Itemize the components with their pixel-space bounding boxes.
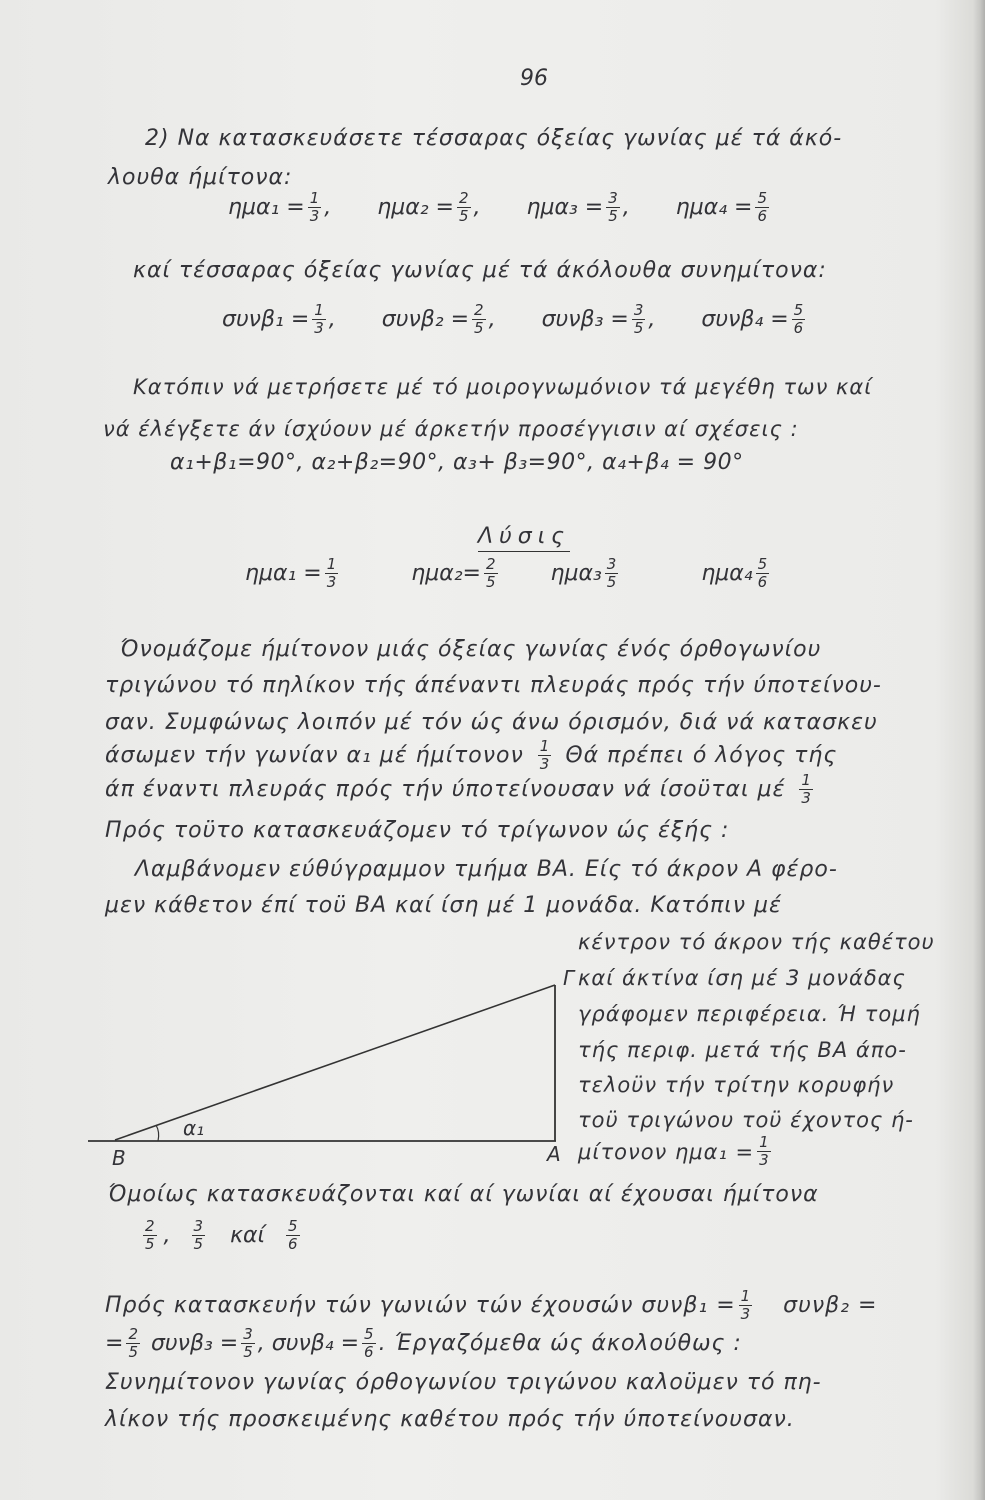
paragraph1-line-4: άσωμεν τήν γωνίαν α₁ μέ ήμίτονον $\frac{1}{3}$ Θά πρέπει ό λόγος τής — [105, 737, 838, 773]
problem-line-5: νά έλέγξετε άν ίσχύουν μέ άρκετήν προσέγγισιν αί σχέσεις : — [103, 417, 799, 441]
paragraph1-line-5: άπ έναντι πλευράς πρός τήν ύποτείνουσαν νά ίσοϋται μέ $\frac{1}{3}$ — [105, 771, 811, 807]
solution-heading: Λύσις — [478, 524, 570, 552]
solution-sine-term: ημα₁ = $\frac{1}{3}$ — [245, 555, 337, 591]
side-text-1: κέντρον τό άκρον τής καθέτου — [578, 930, 935, 954]
angle-label: α₁ — [183, 1116, 205, 1140]
paragraph4-line-4: λίκον τής προσκειμένης καθέτου πρός τήν ύποτείνουσαν. — [105, 1407, 795, 1432]
side-text-6: τοϋ τριγώνου τοϋ έχοντος ή- — [578, 1108, 914, 1132]
solution-sine-term: ημα₄ $\frac{5}{6}$ — [701, 555, 768, 591]
paragraph1-line-3: σαν. Συμφώνως λοιπόν μέ τόν ώς άνω όρισμόν, διά νά κατασκευ — [105, 710, 878, 735]
vertex-label-b: Β — [112, 1146, 126, 1170]
paragraph4-line-2: = $\frac{2}{5}$ συνβ₃ = $\frac{3}{5}$ , συνβ₄ = $\frac{5}{6}$ . Έργαζόμεθα ώς άκολούθως : — [105, 1325, 742, 1361]
paragraph3-line: Όμοίως κατασκευάζονται καί αί γωνίαι αί έχουσαι ήμίτονα — [108, 1182, 819, 1207]
sine-term: ημα₁ = $\frac{1}{3}$ , — [228, 189, 332, 225]
side-text-5: τελοϋν τήν τρίτην κορυφήν — [578, 1073, 895, 1097]
solution-sine-term: ημα₂= $\frac{2}{5}$ — [411, 555, 496, 591]
problem-line-1: 2) Να κατασκευάσετε τέσσαρας όξείας γωνίας μέ τά άκό- — [145, 126, 843, 151]
side-text-4: τής περιφ. μετά τής ΒΑ άπο- — [578, 1038, 907, 1062]
cosine-term: συνβ₁ = $\frac{1}{3}$ , — [222, 301, 336, 337]
paragraph1-line-6: Πρός τοϋτο κατασκευάζομεν τό τρίγωνον ώς έξής : — [105, 818, 730, 843]
side-text-2: καί άκτίνα ίση μέ 3 μονάδας — [578, 966, 906, 990]
paragraph1-line-1: Όνομάζομε ήμίτονον μιάς όξείας γωνίας ένός όρθογωνίου — [120, 637, 822, 662]
solution-sine-term: ημα₃ $\frac{3}{5}$ — [550, 555, 617, 591]
side-text-3: γράφομεν περιφέρεια. Ή τομή — [578, 1002, 921, 1026]
cosine-term: συνβ₂ = $\frac{2}{5}$ , — [381, 301, 496, 337]
vertex-label-a: Α — [547, 1142, 561, 1166]
cosine-term: συνβ₄ = $\frac{5}{6}$ — [701, 301, 804, 337]
cosine-term: συνβ₃ = $\frac{3}{5}$ , — [541, 301, 656, 337]
paragraph4-line-1: Πρός κατασκευήν τών γωνιών τών έχουσών συνβ₁ = $\frac{1}{3}$ συνβ₂ = — [105, 1287, 878, 1323]
sine-term: ημα₃ = $\frac{3}{5}$ , — [526, 189, 630, 225]
angle-arc — [156, 1125, 159, 1141]
page-number: 96 — [520, 66, 548, 91]
sine-term: ημα₂ = $\frac{2}{5}$ , — [377, 189, 481, 225]
problem-line-3: καί τέσσαρας όξείας γωνίας μέ τά άκόλουθα συνημίτονα: — [133, 258, 827, 283]
vertex-label-gamma: Γ — [563, 966, 575, 990]
paragraph4-line-3: Συνημίτονον γωνίας όρθογωνίου τριγώνου καλοϋμεν τό πη- — [105, 1370, 822, 1395]
triangle-hypotenuse-bg — [115, 985, 555, 1140]
paragraph1-line-2: τριγώνου τό πηλίκον τής άπέναντι πλευράς πρός τήν ύποτείνου- — [105, 673, 882, 698]
paragraph2-line-1: Λαμβάνομεν εύθύγραμμον τμήμα ΒΑ. Είς τό άκρον Α φέρο- — [135, 857, 838, 882]
problem-line-2: λουθα ήμίτονα: — [108, 165, 293, 190]
paragraph2-line-2: μεν κάθετον έπί τοϋ ΒΑ καί ίση μέ 1 μονάδα. Κατόπιν μέ — [105, 893, 782, 918]
side-text-7: μίτονον ημα₁ = $\frac{1}{3}$ — [578, 1133, 769, 1169]
sine-term: ημα₄ = $\frac{5}{6}$ — [675, 189, 767, 225]
problem-line-4: Κατόπιν νά μετρήσετε μέ τό μοιρογνωμόνιον τά μεγέθη των καί — [133, 375, 873, 399]
paragraph3-fractions: $\frac{2}{5}$ , $\frac{3}{5}$ καί $\frac{5}{6}$ — [145, 1217, 298, 1253]
relations-line: α₁+β₁=90°, α₂+β₂=90°, α₃+ β₃=90°, α₄+β₄ = 90° — [170, 450, 744, 475]
